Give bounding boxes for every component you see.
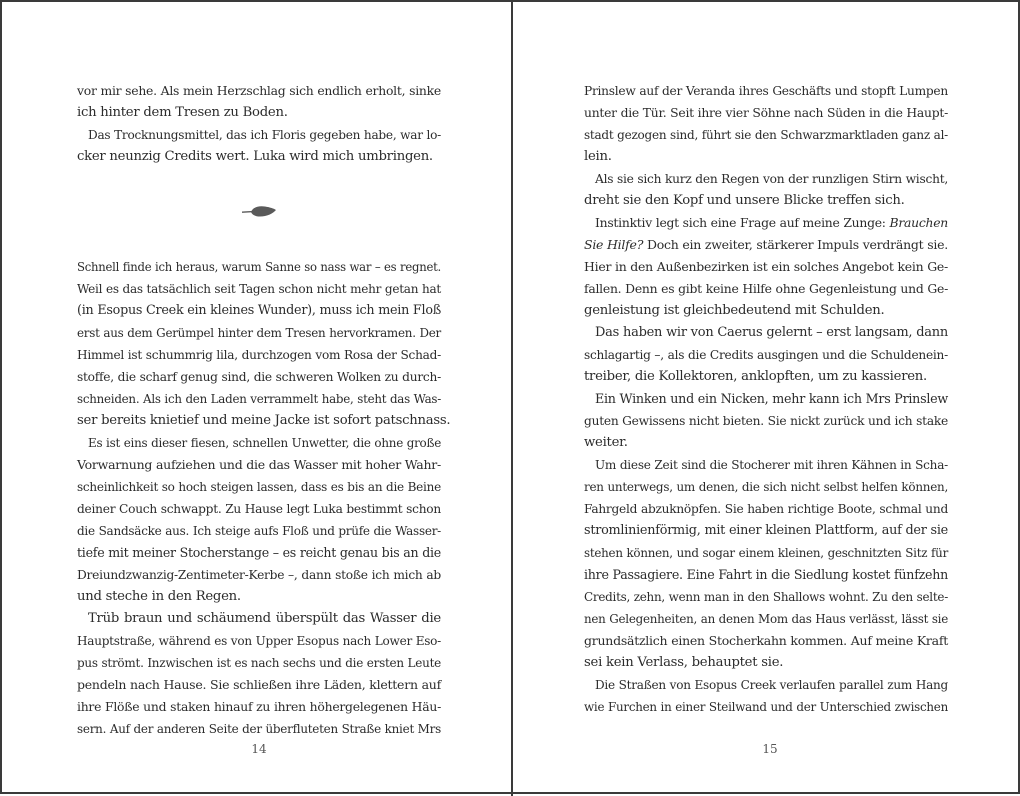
- right-page-text: [584, 80, 948, 718]
- text-line: [584, 586, 948, 608]
- text-line: [77, 718, 441, 740]
- text-line: [77, 652, 441, 674]
- text-line: [77, 630, 441, 652]
- line-text: Himmel ist schummrig lila, durchzogen vom Rosa der Schad-: [77, 348, 441, 362]
- line-text: schneiden. Als ich den Laden verrammelt habe, steht das Was-: [77, 392, 441, 406]
- text-line: [584, 652, 948, 674]
- line-text: nen Gelegenheiten, an denen Mom das Haus verlässt, lässt sie: [584, 612, 948, 626]
- text-line: [77, 564, 441, 586]
- right-page: [513, 2, 1020, 796]
- line-text: weiter.: [584, 435, 628, 450]
- text-line: [77, 696, 441, 718]
- line-text: stadt gezogen sind, führt sie den Schwarzmarktladen ganz al-: [584, 128, 948, 142]
- text-line: [77, 300, 441, 322]
- text-line: [77, 80, 441, 102]
- text-line: [77, 344, 441, 366]
- text-line: [584, 410, 948, 432]
- left-page: [2, 2, 511, 796]
- line-text: Fahrgeld abzuknöpfen. Sie haben richtige Boote, schmal und: [584, 502, 948, 516]
- line-text: stoffe, die scharf genug sind, die schweren Wolken zu durch-: [77, 370, 441, 384]
- line-text: lein.: [584, 149, 612, 164]
- line-text: Als sie sich kurz den Regen von der runzligen Stirn wischt,: [595, 172, 948, 186]
- text-line: [77, 608, 441, 630]
- text-line: [77, 124, 441, 146]
- text-line: [584, 278, 948, 300]
- text-line: [584, 168, 948, 190]
- line-text: Doch ein zweiter, stärkerer Impuls verdrängt sie.: [643, 237, 948, 252]
- line-text: ihre Flöße und staken hinauf zu ihren höhergelegenen Häu-: [77, 699, 441, 714]
- leaf-ornament-icon: [241, 204, 277, 218]
- line-text: Vorwarnung aufziehen und die das Wasser mit hoher Wahr-: [77, 457, 441, 472]
- line-text: Ein Winken und ein Nicken, mehr kann ich Mrs Prinslew: [595, 391, 948, 406]
- line-text: sei kein Verlass, behauptet sie.: [584, 655, 784, 670]
- line-text: pendeln nach Hause. Sie schließen ihre Läden, klettern auf: [77, 677, 441, 692]
- italic-text: Brauchen: [889, 216, 948, 230]
- text-line: [584, 366, 948, 388]
- text-line: [584, 234, 948, 256]
- text-line: [584, 564, 948, 586]
- text-line: [77, 102, 441, 124]
- line-text: stehen können, und sogar einem kleinen, geschnitzten Sitz für: [584, 546, 948, 560]
- line-text: pus strömt. Inzwischen ist es nach sechs und die ersten Leute: [77, 656, 441, 670]
- text-line: [77, 256, 441, 278]
- page-number-right: 15: [762, 742, 778, 756]
- line-text: ihre Passagiere. Eine Fahrt in die Siedlung kostet fünfzehn: [584, 567, 948, 582]
- line-text: erst aus dem Gerümpel hinter dem Tresen hervorkramen. Der: [77, 326, 441, 340]
- line-text: vor mir sehe. Als mein Herzschlag sich endlich erholt, sinke: [77, 83, 441, 98]
- text-line: [584, 322, 948, 344]
- text-line: [77, 586, 441, 608]
- line-text: fallen. Denn es gibt keine Hilfe ohne Gegenleistung und Ge-: [584, 281, 948, 296]
- line-text: Weil es das tatsächlich seit Tagen schon nicht mehr getan hat: [77, 282, 441, 296]
- left-page-text: [77, 80, 451, 740]
- text-line: [77, 366, 441, 388]
- line-text: und steche in den Regen.: [77, 589, 241, 604]
- line-text: ich hinter dem Tresen zu Boden.: [77, 105, 288, 120]
- line-text: schlagartig –, als die Credits ausgingen und die Schuldenein-: [584, 348, 948, 362]
- line-text: (in Esopus Creek ein kleines Wunder), muss ich mein Floß: [77, 303, 441, 318]
- line-text: unter die Tür. Seit ihre vier Söhne nach Süden in die Haupt-: [584, 106, 948, 120]
- text-line: [584, 520, 948, 542]
- text-line: [584, 300, 948, 322]
- line-text: wie Furchen in einer Steilwand und der Unterschied zwischen: [584, 700, 948, 714]
- text-line: [584, 476, 948, 498]
- left-block-a: [77, 80, 441, 168]
- text-line: [77, 146, 441, 168]
- italic-text: Sie Hilfe?: [584, 237, 644, 252]
- line-text: die Sandsäcke aus. Ich steige aufs Floß und prüfe die Wasser-: [77, 524, 441, 538]
- text-line: [584, 542, 948, 564]
- line-text: scheinlichkeit so hoch steigen lassen, dass es bis an die Beine: [77, 480, 441, 494]
- line-text: deiner Couch schwappt. Zu Hause legt Luka bestimmt schon: [77, 502, 441, 516]
- line-text: Schnell finde ich heraus, warum Sanne so nass war – es regnet.: [77, 260, 441, 274]
- line-text: sern. Auf der anderen Seite der überfluteten Straße kniet Mrs: [77, 722, 441, 736]
- text-line: [584, 674, 948, 696]
- line-text: Hier in den Außenbezirken ist ein solches Angebot kein Ge-: [584, 259, 948, 274]
- text-line: [77, 432, 441, 454]
- text-line: [584, 256, 948, 278]
- text-line: [77, 674, 441, 696]
- line-text: Trüb braun und schäumend überspült das Wasser die: [88, 611, 441, 626]
- line-text: ser bereits knietief und meine Jacke ist sofort patschnass.: [77, 413, 451, 428]
- text-line: [584, 696, 948, 718]
- text-line: [584, 190, 948, 212]
- text-line: [584, 344, 948, 366]
- line-text: Hauptstraße, während es von Upper Esopus nach Lower Eso-: [77, 634, 441, 648]
- line-text: Credits, zehn, wenn man in den Shallows wohnt. Zu den selte-: [584, 590, 948, 604]
- text-line: [584, 388, 948, 410]
- text-line: [584, 454, 948, 476]
- line-text: stromlinienförmig, mit einer kleinen Plattform, auf der sie: [584, 523, 948, 538]
- text-line: [584, 124, 948, 146]
- text-line: [584, 80, 948, 102]
- text-line: [584, 498, 948, 520]
- text-line: [77, 454, 441, 476]
- text-line: [584, 630, 948, 652]
- line-text: grundsätzlich einen Stocherkahn kommen. Auf meine Kraft: [584, 633, 948, 648]
- text-line: [584, 102, 948, 124]
- line-text: Das Trocknungsmittel, das ich Floris gegeben habe, war lo-: [88, 128, 441, 142]
- page-number-left: 14: [251, 742, 267, 756]
- line-text: cker neunzig Credits wert. Luka wird mich umbringen.: [77, 149, 433, 164]
- line-text: ren unterwegs, um denen, die sich nicht selbst helfen können,: [584, 480, 948, 494]
- text-line: [77, 520, 441, 542]
- line-text: dreht sie den Kopf und unsere Blicke treffen sich.: [584, 193, 905, 208]
- line-text: Die Straßen von Esopus Creek verlaufen parallel zum Hang: [595, 678, 948, 692]
- text-line: [584, 146, 948, 168]
- text-line: [77, 410, 451, 432]
- left-block-b: [77, 256, 451, 740]
- line-text: Es ist eins dieser fiesen, schnellen Unwetter, die ohne große: [88, 436, 441, 450]
- text-line: [77, 476, 441, 498]
- text-line: [77, 278, 441, 300]
- text-line: [77, 542, 441, 564]
- line-text: Instinktiv legt sich eine Frage auf meine Zunge:: [595, 216, 890, 230]
- text-line: [77, 388, 441, 410]
- text-line: [584, 432, 948, 454]
- line-text: treiber, die Kollektoren, anklopften, um zu kassieren.: [584, 369, 927, 384]
- text-line: [77, 498, 441, 520]
- line-text: genleistung ist gleichbedeutend mit Schulden.: [584, 303, 885, 318]
- right-block: [584, 80, 948, 718]
- text-line: [77, 322, 441, 344]
- line-text: Dreiundzwanzig-Zentimeter-Kerbe –, dann stoße ich mich ab: [77, 568, 441, 582]
- text-line: [584, 212, 948, 234]
- line-text: tiefe mit meiner Stocherstange – es reicht genau bis an die: [77, 545, 441, 560]
- text-line: [584, 608, 948, 630]
- line-text: Prinslew auf der Veranda ihres Geschäfts und stopft Lumpen: [584, 84, 948, 98]
- line-text: guten Gewissens nicht bieten. Sie nickt zurück und ich stake: [584, 414, 948, 428]
- section-break: [77, 168, 441, 256]
- line-text: Um diese Zeit sind die Stocherer mit ihren Kähnen in Scha-: [595, 458, 948, 472]
- line-text: Das haben wir von Caerus gelernt – erst langsam, dann: [595, 325, 948, 340]
